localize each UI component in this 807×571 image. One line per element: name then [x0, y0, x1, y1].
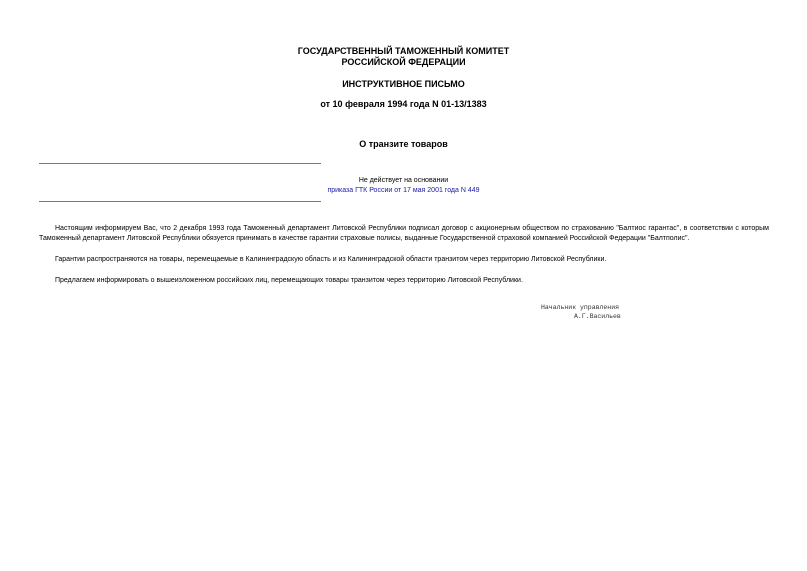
body-paragraph-1: Настоящим информируем Вас, что 2 декабря 1993 года Таможенный департамент Литовской Республики подписал договор с акционерным обществом по страхованию "Балтиос гарантас", в соответствии с которым Таможенный департамент Литовской Республики обязуется принимать в качестве гарантии страховые полисы, выданные Государственной страховой компанией Российской Федерации "Балтполис". — [39, 225, 769, 242]
document-date-number: от 10 февраля 1994 года N 01-13/1383 — [320, 99, 487, 109]
notice-divider-top — [39, 163, 321, 164]
status-notice-link[interactable]: приказа ГТК России от 17 мая 2001 года N 449 — [327, 187, 480, 194]
notice-divider-bottom — [39, 201, 321, 202]
document-type: ИНСТРУКТИВНОЕ ПИСЬМО — [342, 79, 465, 89]
status-notice-text: Не действует на основании — [358, 177, 449, 184]
issuing-organization — [0, 46, 807, 68]
signatory-name: А.Г.Васильев — [574, 313, 621, 320]
body-paragraph-2: Гарантии распространяются на товары, перемещаемые в Калининградскую область и из Калининградской области транзитом через территорию Литовской Республики. — [55, 256, 607, 263]
document-title: О транзите товаров — [359, 139, 448, 149]
body-paragraph-3: Предлагаем информировать о вышеизложенном российских лиц, перемещающих товары транзитом через территорию Литовской Республики. — [55, 277, 523, 284]
organization-name: ГОСУДАРСТВЕННЫЙ ТАМОЖЕННЫЙ КОМИТЕТ РОССИЙСКОЙ ФЕДЕРАЦИИ — [297, 46, 510, 67]
signatory-position: Начальник управления — [541, 304, 620, 311]
